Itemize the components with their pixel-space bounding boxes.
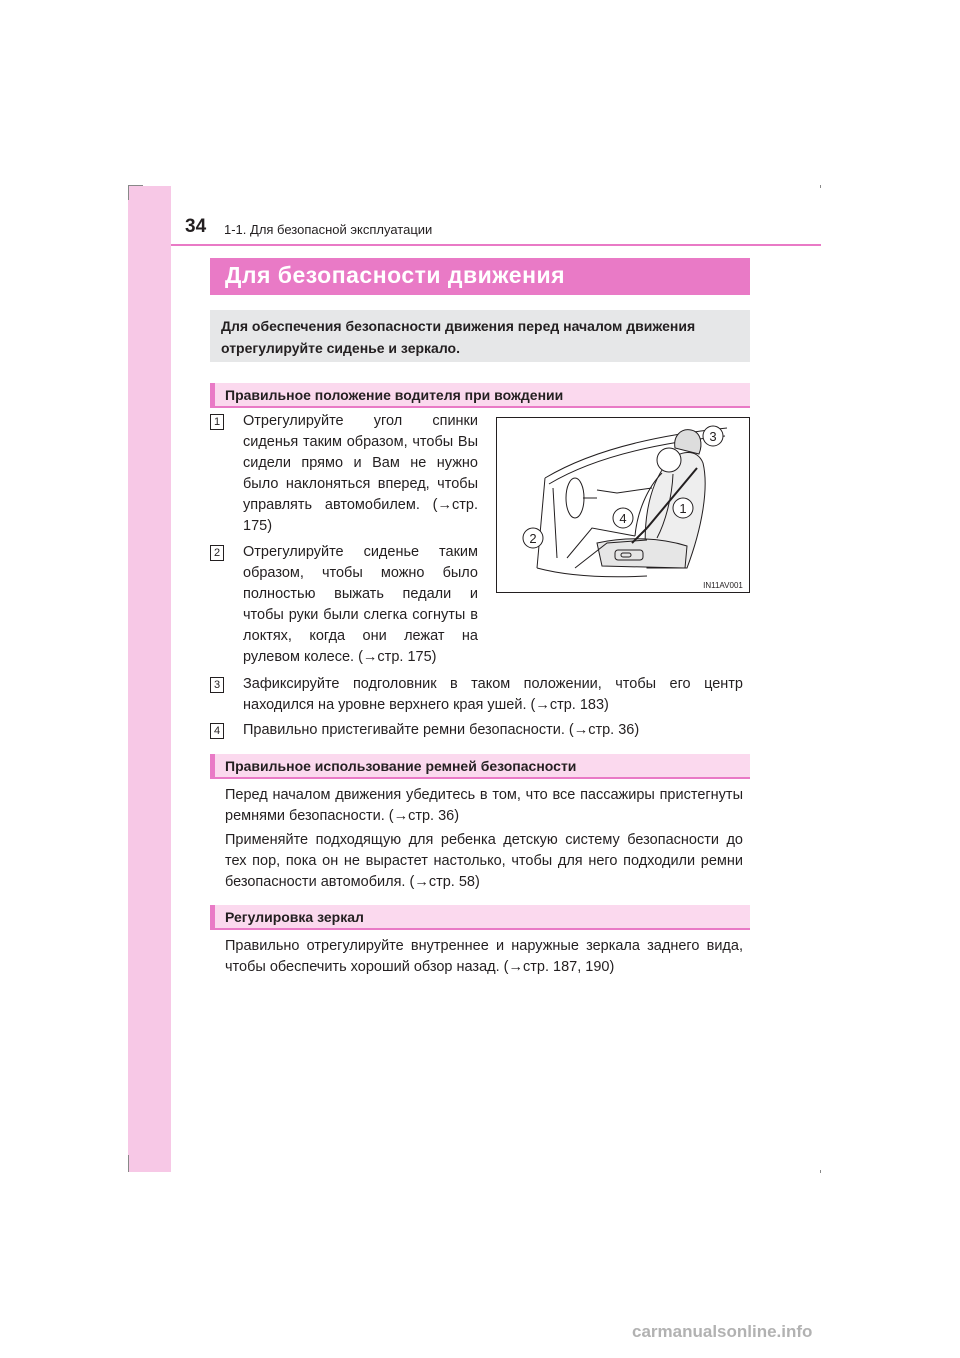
seat-belts-paragraph-1: Перед началом движения убедитесь в том, что все пассажиры пристегнуты ремнями безопасности. (→стр. 36) [225,787,743,824]
intro-box: Для обеспечения безопасности движения перед началом движения отрегулируйте сиденье и зеркало. [210,310,750,362]
item-number-1: 1 [210,414,224,430]
driver-seat-drawing [497,418,749,592]
item-number-3: 3 [210,677,224,693]
callout-4-label: 4 [619,511,627,526]
illustration-code: IN11AV001 [703,581,743,590]
crop-mark-tl-h [128,185,143,186]
side-tab-bar [128,186,171,1172]
crop-mark-br [820,1170,821,1173]
subheading-driving-position: Правильное положение водителя при вождении [210,383,750,408]
crop-mark-tl-v [128,185,129,200]
header-divider [171,244,821,246]
subheading-seat-belts: Правильное использование ремней безопасности [210,754,750,779]
driver-position-illustration [496,417,750,593]
subheading-mirrors: Регулировка зеркал [210,905,750,930]
callout-2-label: 2 [529,531,537,546]
section-label: 1-1. Для безопасной эксплуатации [224,222,433,237]
item-number-2: 2 [210,545,224,561]
callout-3-label: 3 [709,429,717,444]
mirrors-paragraph: Правильно отрегулируйте внутреннее и наружные зеркала заднего вида, чтобы обеспечить хороший обзор назад. (→стр. 187, 190) [225,938,743,975]
seat-belts-paragraph-2: Применяйте подходящую для ребенка детскую систему безопасности до тех пор, пока он не вырастет настолько, чтобы для него подходили ремни безопасности автомобиля. (→стр. 58) [225,832,743,890]
crop-mark-tr [820,185,821,188]
page-number: 34 [185,216,207,237]
site-watermark: carmanualsonline.info [632,1322,813,1341]
page-title: Для безопасности движения [210,258,750,295]
item-text-4: Правильно пристегивайте ремни безопасности. (→стр. 36) [243,722,640,738]
item-number-4: 4 [210,723,224,739]
item-text-3: Зафиксируйте подголовник в таком положении, чтобы его центр находился на уровне верхнего края ушей. (→стр. 183) [243,676,743,713]
item-text-1: Отрегулируйте угол спинки сиденья таким образом, чтобы Вы сидели прямо и Вам не нужно было наклоняться вперед, чтобы управлять автомобилем. (→стр. 175) [243,413,478,534]
crop-mark-bl-v [128,1155,129,1172]
item-text-2: Отрегулируйте сиденье таким образом, чтобы можно было полностью выжать педали и чтобы руки были слегка согнуты в локтях, когда они лежат на рулевом колесе. (→стр. 175) [243,544,478,665]
callout-1-label: 1 [679,501,687,516]
